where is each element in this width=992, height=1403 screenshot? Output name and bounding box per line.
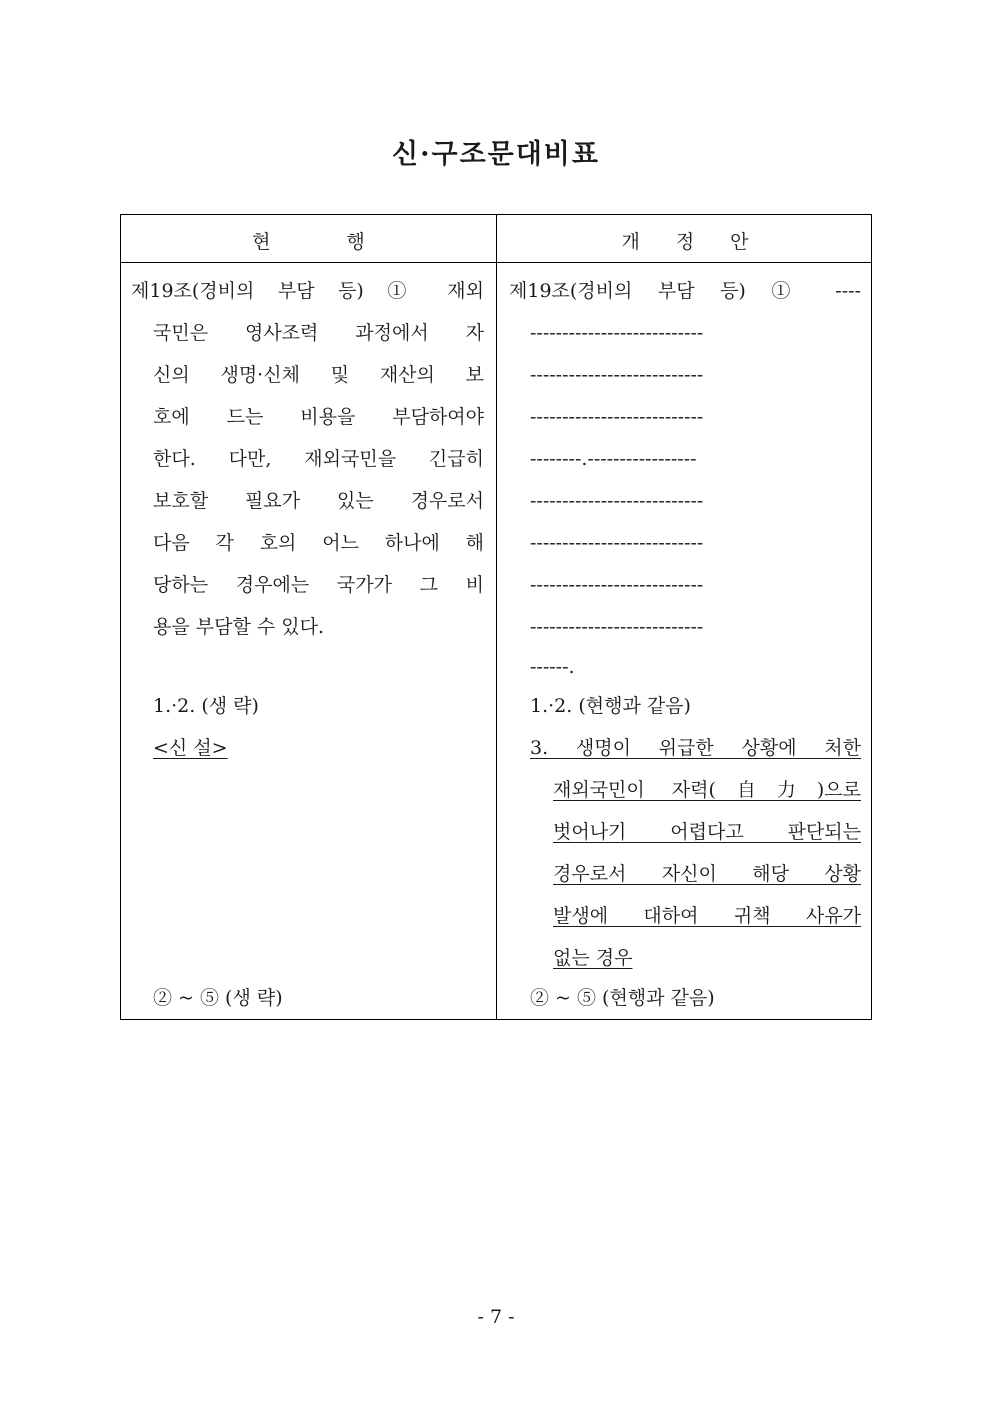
current-text-line: 다음 각 호의 어느 하나에 해: [153, 532, 484, 554]
document-title: 신·구조문대비표: [392, 139, 600, 170]
current-text-line: 호에 드는 비용을 부담하여야: [153, 406, 484, 428]
header-revised-char: 정: [675, 230, 695, 253]
revised-dash-line: ---------------------------: [530, 532, 704, 554]
revised-dash-line: ---------------------------: [530, 322, 704, 344]
revised-item-3-line: 경우로서 자신이 해당 상황: [553, 863, 861, 885]
header-current-char: 행: [346, 230, 365, 253]
current-text-line: 제19조(경비의 부담 등) ① 재외: [131, 280, 484, 302]
revised-items-1-2: 1.·2. (현행과 같음): [530, 695, 691, 717]
revised-item-3-line: 벗어나기 어렵다고 판단되는: [553, 821, 861, 843]
current-text-line: 한다. 다만, 재외국민을 긴급히: [153, 448, 484, 470]
revised-dash-line: ---------------------------: [530, 364, 704, 386]
revised-dash-line: ---------------------------: [530, 490, 704, 512]
comparison-table: [120, 214, 872, 1020]
revised-item-3-line: 재외국민이 자력(自力)으로: [553, 779, 861, 801]
revised-dash-line: --------.-----------------: [530, 448, 697, 470]
new-provision-marker: <신 설>: [153, 737, 228, 759]
current-items-1-2: 1.·2. (생 략): [153, 695, 259, 717]
current-text-line: 신의 생명·신체 및 재산의 보: [153, 364, 484, 386]
current-text-line: 보호할 필요가 있는 경우로서: [153, 490, 484, 512]
revised-item-3-line: 발생에 대하여 귀책 사유가: [553, 905, 861, 927]
header-revised-char: 안: [730, 230, 749, 253]
current-text-line: 용을 부담할 수 있다.: [153, 616, 324, 638]
revised-dash-line: ---------------------------: [530, 574, 704, 596]
page-number: - 7 -: [477, 1306, 515, 1328]
revised-paragraphs-2-5: ② ~ ⑤ (현행과 같음): [530, 987, 715, 1009]
revised-dash-line: ---------------------------: [530, 616, 704, 638]
header-revised: [497, 225, 873, 255]
header-current-char: 현: [252, 230, 271, 253]
header-current: [121, 225, 496, 255]
revised-dash-line: ---------------------------: [530, 406, 704, 428]
current-text-line: 당하는 경우에는 국가가 그 비: [153, 574, 484, 596]
header-rule: [121, 262, 871, 263]
revised-dash-line: ------.: [530, 656, 575, 678]
revised-item-3-line: 3. 생명이 위급한 상황에 처한: [530, 737, 861, 759]
revised-item-3-line: 없는 경우: [553, 947, 633, 969]
column-divider: [496, 215, 497, 1019]
revised-text-line: 제19조(경비의 부담 등) ① ----: [509, 280, 861, 302]
header-revised-char: 개: [621, 230, 640, 253]
current-text-line: 국민은 영사조력 과정에서 자: [153, 322, 484, 344]
current-paragraphs-2-5: ② ~ ⑤ (생 략): [153, 987, 283, 1009]
